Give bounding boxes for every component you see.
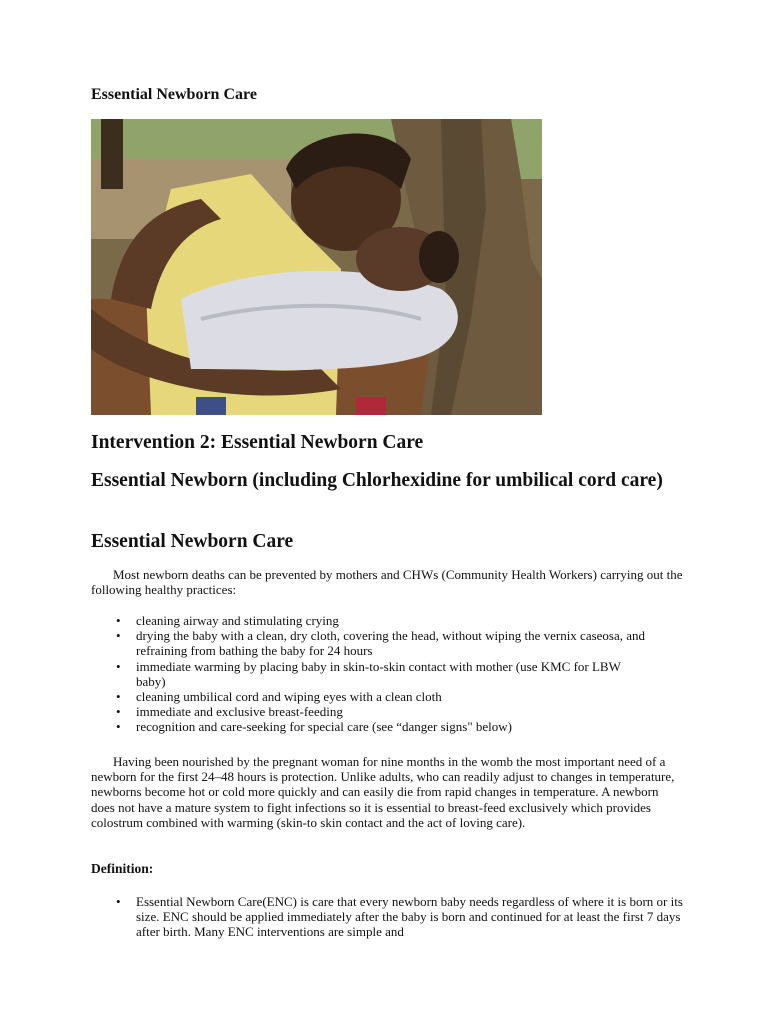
list-item [91, 628, 651, 658]
definition-list [91, 894, 685, 940]
document-title: Essential Newborn Care [91, 86, 257, 103]
bullet-icon: • [116, 613, 121, 628]
essential-newborn-heading: Essential Newborn (including Chlorhexidine for umbilical cord care) [91, 470, 663, 491]
bullet-icon: • [116, 628, 121, 644]
bullet-icon: • [116, 658, 121, 674]
intervention-heading: Intervention 2: Essential Newborn Care [91, 432, 424, 453]
list-item [91, 719, 651, 734]
list-item [91, 704, 651, 719]
enc-heading: Essential Newborn Care [91, 531, 294, 552]
bullet-icon: • [116, 704, 121, 720]
list-item [91, 689, 651, 704]
list-item [91, 613, 651, 628]
intro-paragraph: Most newborn deaths can be prevented by mothers and CHWs (Community Health Workers) carrying out the following healthy practices: [91, 567, 683, 598]
bullet-icon: • [116, 719, 121, 735]
nourishment-paragraph: Having been nourished by the pregnant woman for nine months in the womb the most important need of a newborn for the first 24–48 hours is protection. Unlike adults, who can readily adjust to changes in temperature, newborns become hot or cold more quickly and can easily die from rapid changes in temperature. A newborn does not have a mature system to fight infections so it is essential to breast-feed exclusively which provides colostrum combined with warming (skin-to skin contact and the act of loving care). [91, 754, 675, 830]
list-item-text: cleaning airway and stimulating crying [136, 613, 339, 628]
list-item-text: Essential Newborn Care(ENC) is care that every newborn baby needs regardless of where it is born or its size. ENC should be applied immediately after the baby is born and continued for at least the first 7 days after birth. Many ENC interventions are simple and [136, 894, 683, 940]
list-item [91, 894, 685, 940]
list-item-text: immediate warming by placing baby in skin-to-skin contact with mother (use KMC for LBW baby) [136, 658, 621, 689]
bullet-icon: • [116, 894, 121, 909]
list-item-text: recognition and care-seeking for special care (see “danger signs" below) [136, 719, 512, 735]
list-item-text: drying the baby with a clean, dry cloth, covering the head, without wiping the vernix caseosa, and refraining from bathing the baby for 24 hours [136, 628, 646, 659]
list-item-text: immediate and exclusive breast-feeding [136, 704, 343, 720]
bullet-icon: • [116, 689, 121, 705]
healthy-practices-list [91, 613, 651, 735]
definition-heading: Definition: [91, 861, 154, 876]
list-item [91, 659, 651, 689]
list-item-text: cleaning umbilical cord and wiping eyes with a clean cloth [136, 689, 442, 705]
mother-kissing-newborn-photo [91, 119, 542, 415]
